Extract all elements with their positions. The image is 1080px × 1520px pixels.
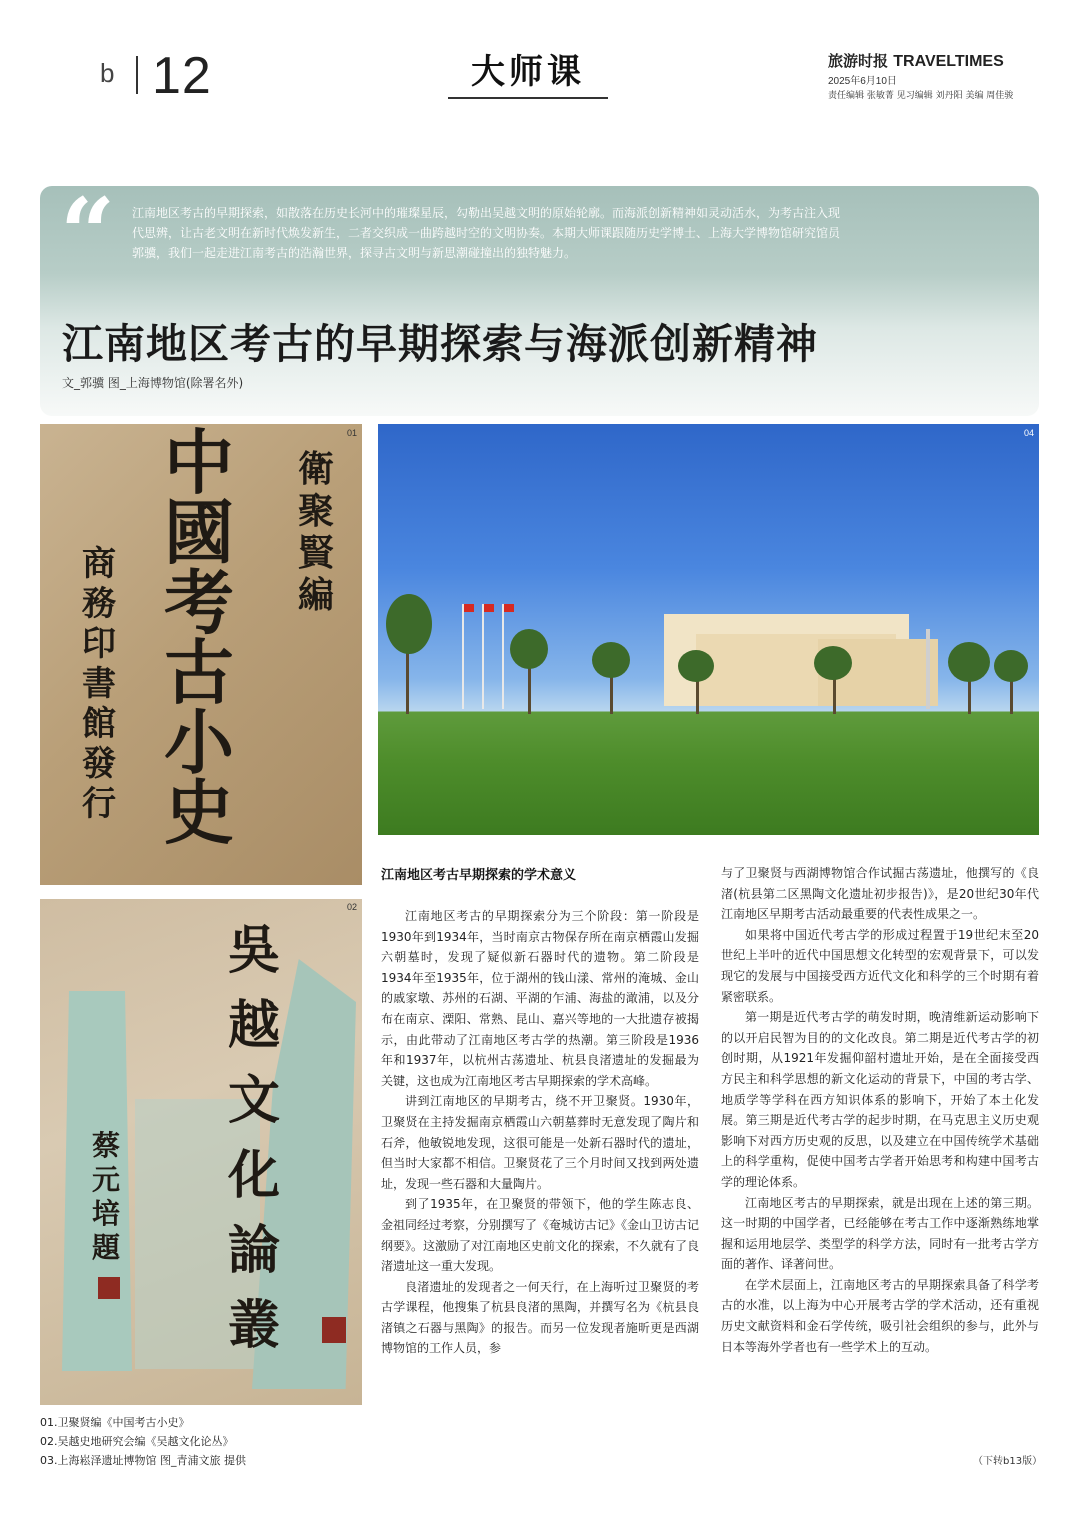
- masthead-en: TRAVELTIMES: [893, 53, 1004, 70]
- tree: [386, 594, 432, 654]
- paragraph: 第一期是近代考古学的萌发时期，晚清维新运动影响下的以开启民智为目的的文化改良。第二期是近代考古学的初创时期，从1921年发掘仰韶村遗址开始，是在全面接受西方民主和科学思想的新文化运动的背景下，中国的考古学、地质学等学科在西方知识体系的影响下，开始了本土化发展。第三期是近代考古学的起步时期，在马克思主义历史观影响下对西方历史观的反思，以及建立在中国传统学术基础上的科学重构，促使中国考古学者开始思考和构建中国考古学的理论体系。: [721, 1010, 1039, 1189]
- paragraph: 良渚遗址的发现者之一何天行，在上海听过卫聚贤的考古学课程，他搜集了杭县良渚的黑陶，并撰写名为《杭县良渚镇之石器与黑陶》的报告。而另一位发现者施昕更是西湖博物馆的工作人员，参: [381, 1279, 699, 1356]
- image-museum-building-photo: [378, 424, 1039, 835]
- paragraph: 江南地区考古的早期探索分为三个阶段：第一阶段是1930年到1934年，当时南京古物保存所在南京栖霞山发掘六朝墓时，发现了疑似新石器时代的遗物。第二阶段是1934年至1935年，位于湖州的钱山漾、常州的淹城、金山的戚家墩、苏州的石湖、平湖的乍浦、海盐的澉浦，以及分布在南京、溧阳、常熟、昆山、嘉兴等地的一大批遗存被揭示，由此带动了江南地区考古学的热潮。第三阶段是1936年和1937年，以杭州古荡遗址、杭县良渚遗址的发掘最为关键，这也成为江南地区考古早期探索的学术高峰。: [381, 909, 699, 1088]
- flagpole: [482, 604, 484, 709]
- power-tower: [926, 629, 930, 709]
- page-number-divider: [136, 56, 138, 94]
- paragraph: 江南地区考古的早期探索，就是出现在上述的第三期。这一时期的中国学者，已经能够在考古工作中逐渐熟练地掌握和运用地层学、类型学的科学方法，同时有一批考古学方面的著作、译著问世。: [721, 1195, 1039, 1272]
- article-column-2: [721, 863, 1039, 1357]
- image-book-cover-archaeology-history: [40, 424, 362, 885]
- editor-credits: 责任编辑 张敏菁 见习编辑 刘丹阳 美编 周佳骏: [828, 91, 1014, 101]
- image-number-01: 01: [347, 428, 358, 438]
- image-book-cover-wuyue-culture: [40, 899, 362, 1405]
- seal-stamp-icon: [98, 1277, 120, 1299]
- section-title-underline: [448, 97, 608, 99]
- calligraphy-publisher: 商務印書館發行: [82, 544, 116, 824]
- calligraphy-book-title: 吳越文化論叢: [228, 920, 281, 1356]
- image-number-02: 02: [347, 902, 358, 912]
- masthead: [828, 50, 1004, 71]
- section-title: 大师课: [471, 52, 585, 92]
- image-number-04: 04: [1024, 428, 1035, 438]
- caption-02: 02.吴越史地研究会编《吴越文化论丛》: [40, 1435, 234, 1448]
- caption-01: 01.卫聚贤编《中国考古小史》: [40, 1416, 190, 1429]
- continued-on-note: （下转b13版）: [973, 1456, 1043, 1467]
- paragraph: 如果将中国近代考古学的形成过程置于19世纪末至20世纪上半叶的近代中国思想文化转型的宏观背景下，可以发现它的发展与中国接受西方近代文化和科学的三个时期有着紧密联系。: [721, 927, 1039, 1004]
- article-headline: 江南地区考古的早期探索与海派创新精神: [62, 320, 818, 368]
- image-captions: [40, 1413, 246, 1470]
- masthead-cn: 旅游时报: [828, 52, 889, 70]
- tree: [994, 650, 1028, 682]
- flagpole: [462, 604, 464, 709]
- quote-icon: “: [60, 177, 116, 290]
- flagpole: [502, 604, 504, 709]
- paragraph: 在学术层面上，江南地区考古的早期探索具备了科学考古的水准，以上海为中心开展考古学的学术活动，还有重视历史文献资料和金石学传统，吸引社会组织的参与，此外与日本等海外学者也有一些学术上的互动。: [721, 1277, 1039, 1354]
- calligraphy-inscriber: 蔡元培題: [92, 1129, 121, 1264]
- article-byline: 文_郭骥 图_上海博物馆(除署名外): [62, 376, 244, 390]
- calligraphy-author: 衛聚賢編: [298, 448, 335, 616]
- tree: [592, 642, 630, 678]
- tree: [510, 629, 548, 669]
- tree: [948, 642, 990, 682]
- paragraph: 讲到江南地区的早期考古，绕不开卫聚贤。1930年，卫聚贤在主持发掘南京栖霞山六朝墓葬时无意发现了陶片和石斧，他敏锐地发现，这很可能是一处新石器时代的遗址，但当时大家都不相信。卫聚贤花了三个月时间又找到两处遗址，发现一些石器和大量陶片。: [381, 1094, 699, 1191]
- page-tag: b: [100, 58, 115, 88]
- page-number: 12: [152, 47, 212, 105]
- seal-stamp-icon: [322, 1317, 346, 1343]
- article-column-1: [381, 906, 699, 1359]
- paragraph-continued: 与了卫聚贤与西湖博物馆合作试掘古荡遗址，他撰写的《良渚(杭县第二区黑陶文化遗址初步报告)》，是20世纪30年代江南地区早期考古活动最重要的代表性成果之一。: [721, 866, 1039, 922]
- calligraphy-book-title: 中國考古小史: [164, 424, 234, 854]
- tree: [678, 650, 714, 682]
- lead-paragraph: 江南地区考古的早期探索，如散落在历史长河中的璀璨星辰，勾勒出吴越文明的原始轮廓。而海派创新精神如灵动活水，为考古注入现代思辨，让古老文明在新时代焕发新生，二者交织成一曲跨越时空的文明协奏。本期大师课跟随历史学博士、上海大学博物馆研究馆员郭骥，我们一起走进江南考古的浩瀚世界，探寻古文明与新思潮碰撞出的独特魅力。: [132, 206, 841, 260]
- article-subhead: 江南地区考古早期探索的学术意义: [381, 868, 577, 883]
- tree: [814, 646, 852, 680]
- caption-03: 03.上海崧泽遗址博物馆 图_青浦文旅 提供: [40, 1454, 246, 1467]
- paragraph: 到了1935年，在卫聚贤的带领下，他的学生陈志良、金祖同经过考察，分别撰写了《奄城访古记》《金山卫访古记纲要》。这激励了对江南地区史前文化的探索，不久就有了良渚遗址这一重大发现。: [381, 1197, 700, 1274]
- publication-date: 2025年6月10日: [828, 76, 897, 87]
